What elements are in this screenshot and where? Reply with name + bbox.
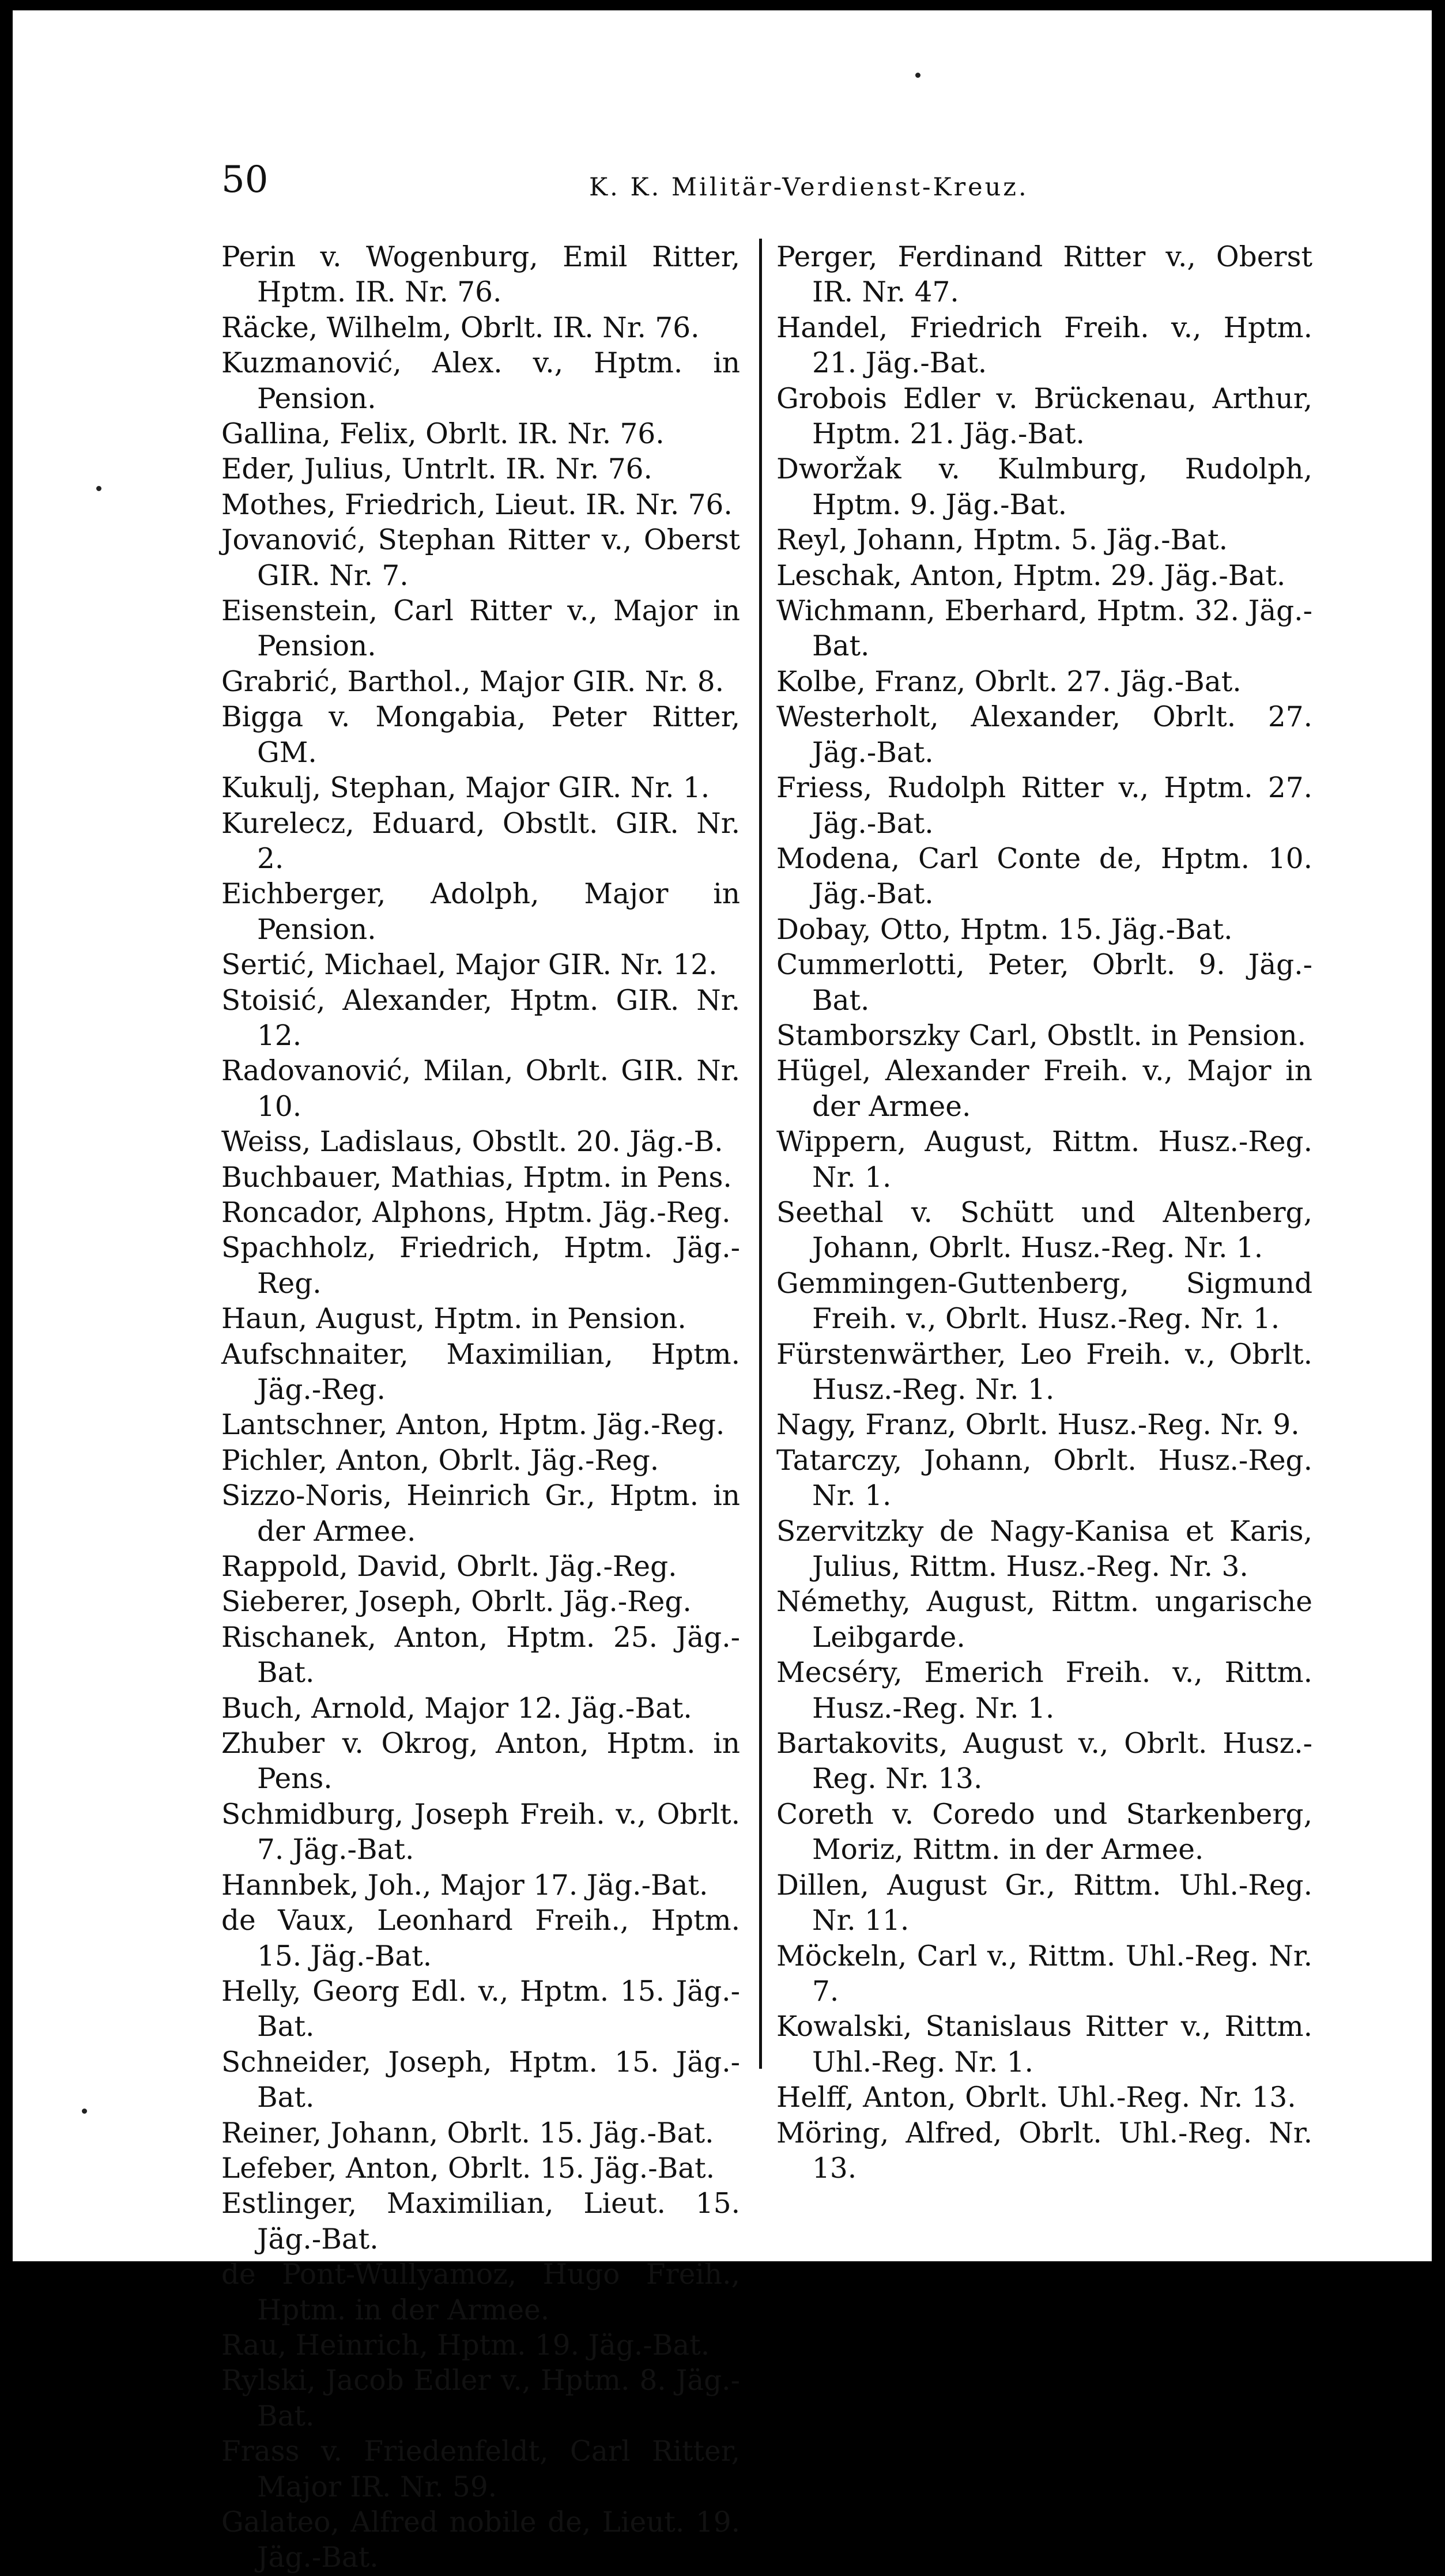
list-entry: Gallina, Felix, Obrlt. IR. Nr. 76. [221, 418, 665, 451]
list-entry: Lefeber, Anton, Obrlt. 15. Jäg.-Bat. [221, 2152, 715, 2185]
list-entry: Buchbauer, Mathias, Hptm. in Pens. [221, 1161, 732, 1194]
list-entry: Radovanović, Milan, Obrlt. GIR. Nr. 10. [221, 1055, 740, 1123]
page-number: 50 [221, 159, 269, 201]
speck [82, 2109, 87, 2114]
list-entry: Buch, Arnold, Major 12. Jäg.-Bat. [221, 1692, 692, 1725]
list-entry: de Vaux, Leonhard Freih., Hptm. 15. Jäg.-Bat. [221, 1904, 740, 1972]
list-entry: Kolbe, Franz, Obrlt. 27. Jäg.-Bat. [776, 665, 1242, 698]
list-entry: Spachholz, Friedrich, Hptm. Jäg.-Reg. [221, 1232, 740, 1300]
list-entry: Grobois Edler v. Brückenau, Arthur, Hptm. 21. Jäg.-Bat. [776, 382, 1312, 451]
list-entry: Mothes, Friedrich, Lieut. IR. Nr. 76. [221, 488, 733, 521]
list-entry: Fürstenwärther, Leo Freih. v., Obrlt. Husz.-Reg. Nr. 1. [776, 1338, 1312, 1406]
column-divider [759, 239, 762, 2069]
list-entry: Szervitzky de Nagy-Kanisa et Karis, Julius, Rittm. Husz.-Reg. Nr. 3. [776, 1515, 1312, 1583]
book-page [13, 10, 1432, 2574]
list-entry: Jovanović, Stephan Ritter v., Oberst GIR. Nr. 7. [221, 524, 740, 592]
list-entry: Dobay, Otto, Hptm. 15. Jäg.-Bat. [776, 913, 1233, 946]
list-entry: Zhuber v. Okrog, Anton, Hptm. in Pens. [221, 1728, 740, 1796]
list-entry: Dillen, August Gr., Rittm. Uhl.-Reg. Nr. 11. [776, 1869, 1312, 1937]
list-entry: Wippern, August, Rittm. Husz.-Reg. Nr. 1. [776, 1126, 1312, 1194]
list-entry: Bartakovits, August v., Obrlt. Husz.-Reg. Nr. 13. [776, 1728, 1312, 1796]
list-entry: Gemmingen-Guttenberg, Sigmund Freih. v., Obrlt. Husz.-Reg. Nr. 1. [776, 1267, 1312, 1336]
list-entry: Frass v. Friedenfeldt, Carl Ritter, Major IR. Nr. 59. [221, 2435, 740, 2503]
list-entry: Kuzmanović, Alex. v., Hptm. in Pension. [221, 347, 740, 415]
list-entry: Schmidburg, Joseph Freih. v., Obrlt. 7. Jäg.-Bat. [221, 1798, 740, 1866]
list-entry: Kowalski, Stanislaus Ritter v., Rittm. Uhl.-Reg. Nr. 1. [776, 2011, 1312, 2079]
list-entry: Handel, Friedrich Freih. v., Hptm. 21. Jäg.-Bat. [776, 311, 1312, 380]
right-column [776, 240, 1312, 2186]
list-entry: de Pont-Wullyamoz, Hugo Freih., Hptm. in der Armee. [221, 2258, 740, 2326]
list-entry: Sieberer, Joseph, Obrlt. Jäg.-Reg. [221, 1586, 692, 1619]
list-entry: Rau, Heinrich, Hptm. 19. Jäg.-Bat. [221, 2329, 710, 2362]
list-entry: Hannbek, Joh., Major 17. Jäg.-Bat. [221, 1869, 708, 1902]
list-entry: Aufschnaiter, Maximilian, Hptm. Jäg.-Reg. [221, 1338, 740, 1406]
list-entry: Weiss, Ladislaus, Obstlt. 20. Jäg.-B. [221, 1126, 723, 1159]
list-entry: Friess, Rudolph Ritter v., Hptm. 27. Jäg.-Bat. [776, 772, 1312, 840]
list-entry: Roncador, Alphons, Hptm. Jäg.-Reg. [221, 1196, 731, 1229]
list-entry: Räcke, Wilhelm, Obrlt. IR. Nr. 76. [221, 311, 700, 344]
list-entry: Galateo, Alfred nobile de, Lieut. 19. Jäg.-Bat. [221, 2506, 740, 2574]
list-entry: Cummerlotti, Peter, Obrlt. 9. Jäg.-Bat. [776, 949, 1312, 1017]
list-entry: Perin v. Wogenburg, Emil Ritter, Hptm. IR. Nr. 76. [221, 241, 740, 309]
list-entry: Eder, Julius, Untrlt. IR. Nr. 76. [221, 453, 652, 486]
list-entry: Eisenstein, Carl Ritter v., Major in Pension. [221, 595, 740, 663]
list-entry: Bigga v. Mongabia, Peter Ritter, GM. [221, 701, 740, 769]
list-entry: Perger, Ferdinand Ritter v., Oberst IR. Nr. 47. [776, 241, 1312, 309]
list-entry: Tatarczy, Johann, Obrlt. Husz.-Reg. Nr. 1. [776, 1444, 1312, 1513]
list-entry: Reyl, Johann, Hptm. 5. Jäg.-Bat. [776, 524, 1228, 557]
list-entry: Nagy, Franz, Obrlt. Husz.-Reg. Nr. 9. [776, 1409, 1300, 1442]
list-entry: Wichmann, Eberhard, Hptm. 32. Jäg.-Bat. [776, 595, 1312, 663]
list-entry: Rylski, Jacob Edler v., Hptm. 8. Jäg.-Bat. [221, 2364, 740, 2432]
running-header: K. K. Militär-Verdienst-Kreuz. [589, 173, 1029, 202]
list-entry: Lantschner, Anton, Hptm. Jäg.-Reg. [221, 1409, 725, 1442]
list-entry: Estlinger, Maximilian, Lieut. 15. Jäg.-Bat. [221, 2187, 740, 2256]
list-entry: Rappold, David, Obrlt. Jäg.-Reg. [221, 1551, 677, 1583]
list-entry: Stoisić, Alexander, Hptm. GIR. Nr. 12. [221, 984, 740, 1052]
list-entry: Dworžak v. Kulmburg, Rudolph, Hptm. 9. Jäg.-Bat. [776, 453, 1312, 521]
list-entry: Westerholt, Alexander, Obrlt. 27. Jäg.-Bat. [776, 701, 1312, 769]
list-entry: Pichler, Anton, Obrlt. Jäg.-Reg. [221, 1444, 659, 1477]
list-entry: Seethal v. Schütt und Altenberg, Johann, Obrlt. Husz.-Reg. Nr. 1. [776, 1196, 1312, 1265]
list-entry: Modena, Carl Conte de, Hptm. 10. Jäg.-Bat. [776, 842, 1312, 911]
speck [915, 73, 920, 78]
list-entry: Reiner, Johann, Obrlt. 15. Jäg.-Bat. [221, 2117, 714, 2149]
list-entry: Rischanek, Anton, Hptm. 25. Jäg.-Bat. [221, 1621, 740, 1689]
list-entry: Helff, Anton, Obrlt. Uhl.-Reg. Nr. 13. [776, 2081, 1296, 2114]
list-entry: Kukulj, Stephan, Major GIR. Nr. 1. [221, 772, 710, 805]
list-entry: Helly, Georg Edl. v., Hptm. 15. Jäg.-Bat. [221, 1975, 740, 2043]
list-entry: Haun, August, Hptm. in Pension. [221, 1303, 686, 1336]
list-entry: Grabrić, Barthol., Major GIR. Nr. 8. [221, 665, 725, 698]
list-entry: Möckeln, Carl v., Rittm. Uhl.-Reg. Nr. 7. [776, 1940, 1312, 2008]
left-column [221, 240, 740, 2576]
list-entry: Möring, Alfred, Obrlt. Uhl.-Reg. Nr. 13. [776, 2117, 1312, 2185]
list-entry: Leschak, Anton, Hptm. 29. Jäg.-Bat. [776, 559, 1286, 592]
list-entry: Némethy, August, Rittm. ungarische Leibgarde. [776, 1586, 1312, 1654]
list-entry: Sizzo-Noris, Heinrich Gr., Hptm. in der Armee. [221, 1480, 740, 1548]
speck [96, 486, 101, 491]
list-entry: Kurelecz, Eduard, Obstlt. GIR. Nr. 2. [221, 807, 740, 875]
list-entry: Hügel, Alexander Freih. v., Major in der Armee. [776, 1055, 1312, 1123]
list-entry: Stamborszky Carl, Obstlt. in Pension. [776, 1019, 1307, 1052]
list-entry: Coreth v. Coredo und Starkenberg, Moriz, Rittm. in der Armee. [776, 1798, 1312, 1866]
list-entry: Sertić, Michael, Major GIR. Nr. 12. [221, 949, 718, 982]
list-entry: Eichberger, Adolph, Major in Pension. [221, 878, 740, 946]
list-entry: Schneider, Joseph, Hptm. 15. Jäg.-Bat. [221, 2046, 740, 2114]
list-entry: Mecséry, Emerich Freih. v., Rittm. Husz.-Reg. Nr. 1. [776, 1657, 1312, 1725]
